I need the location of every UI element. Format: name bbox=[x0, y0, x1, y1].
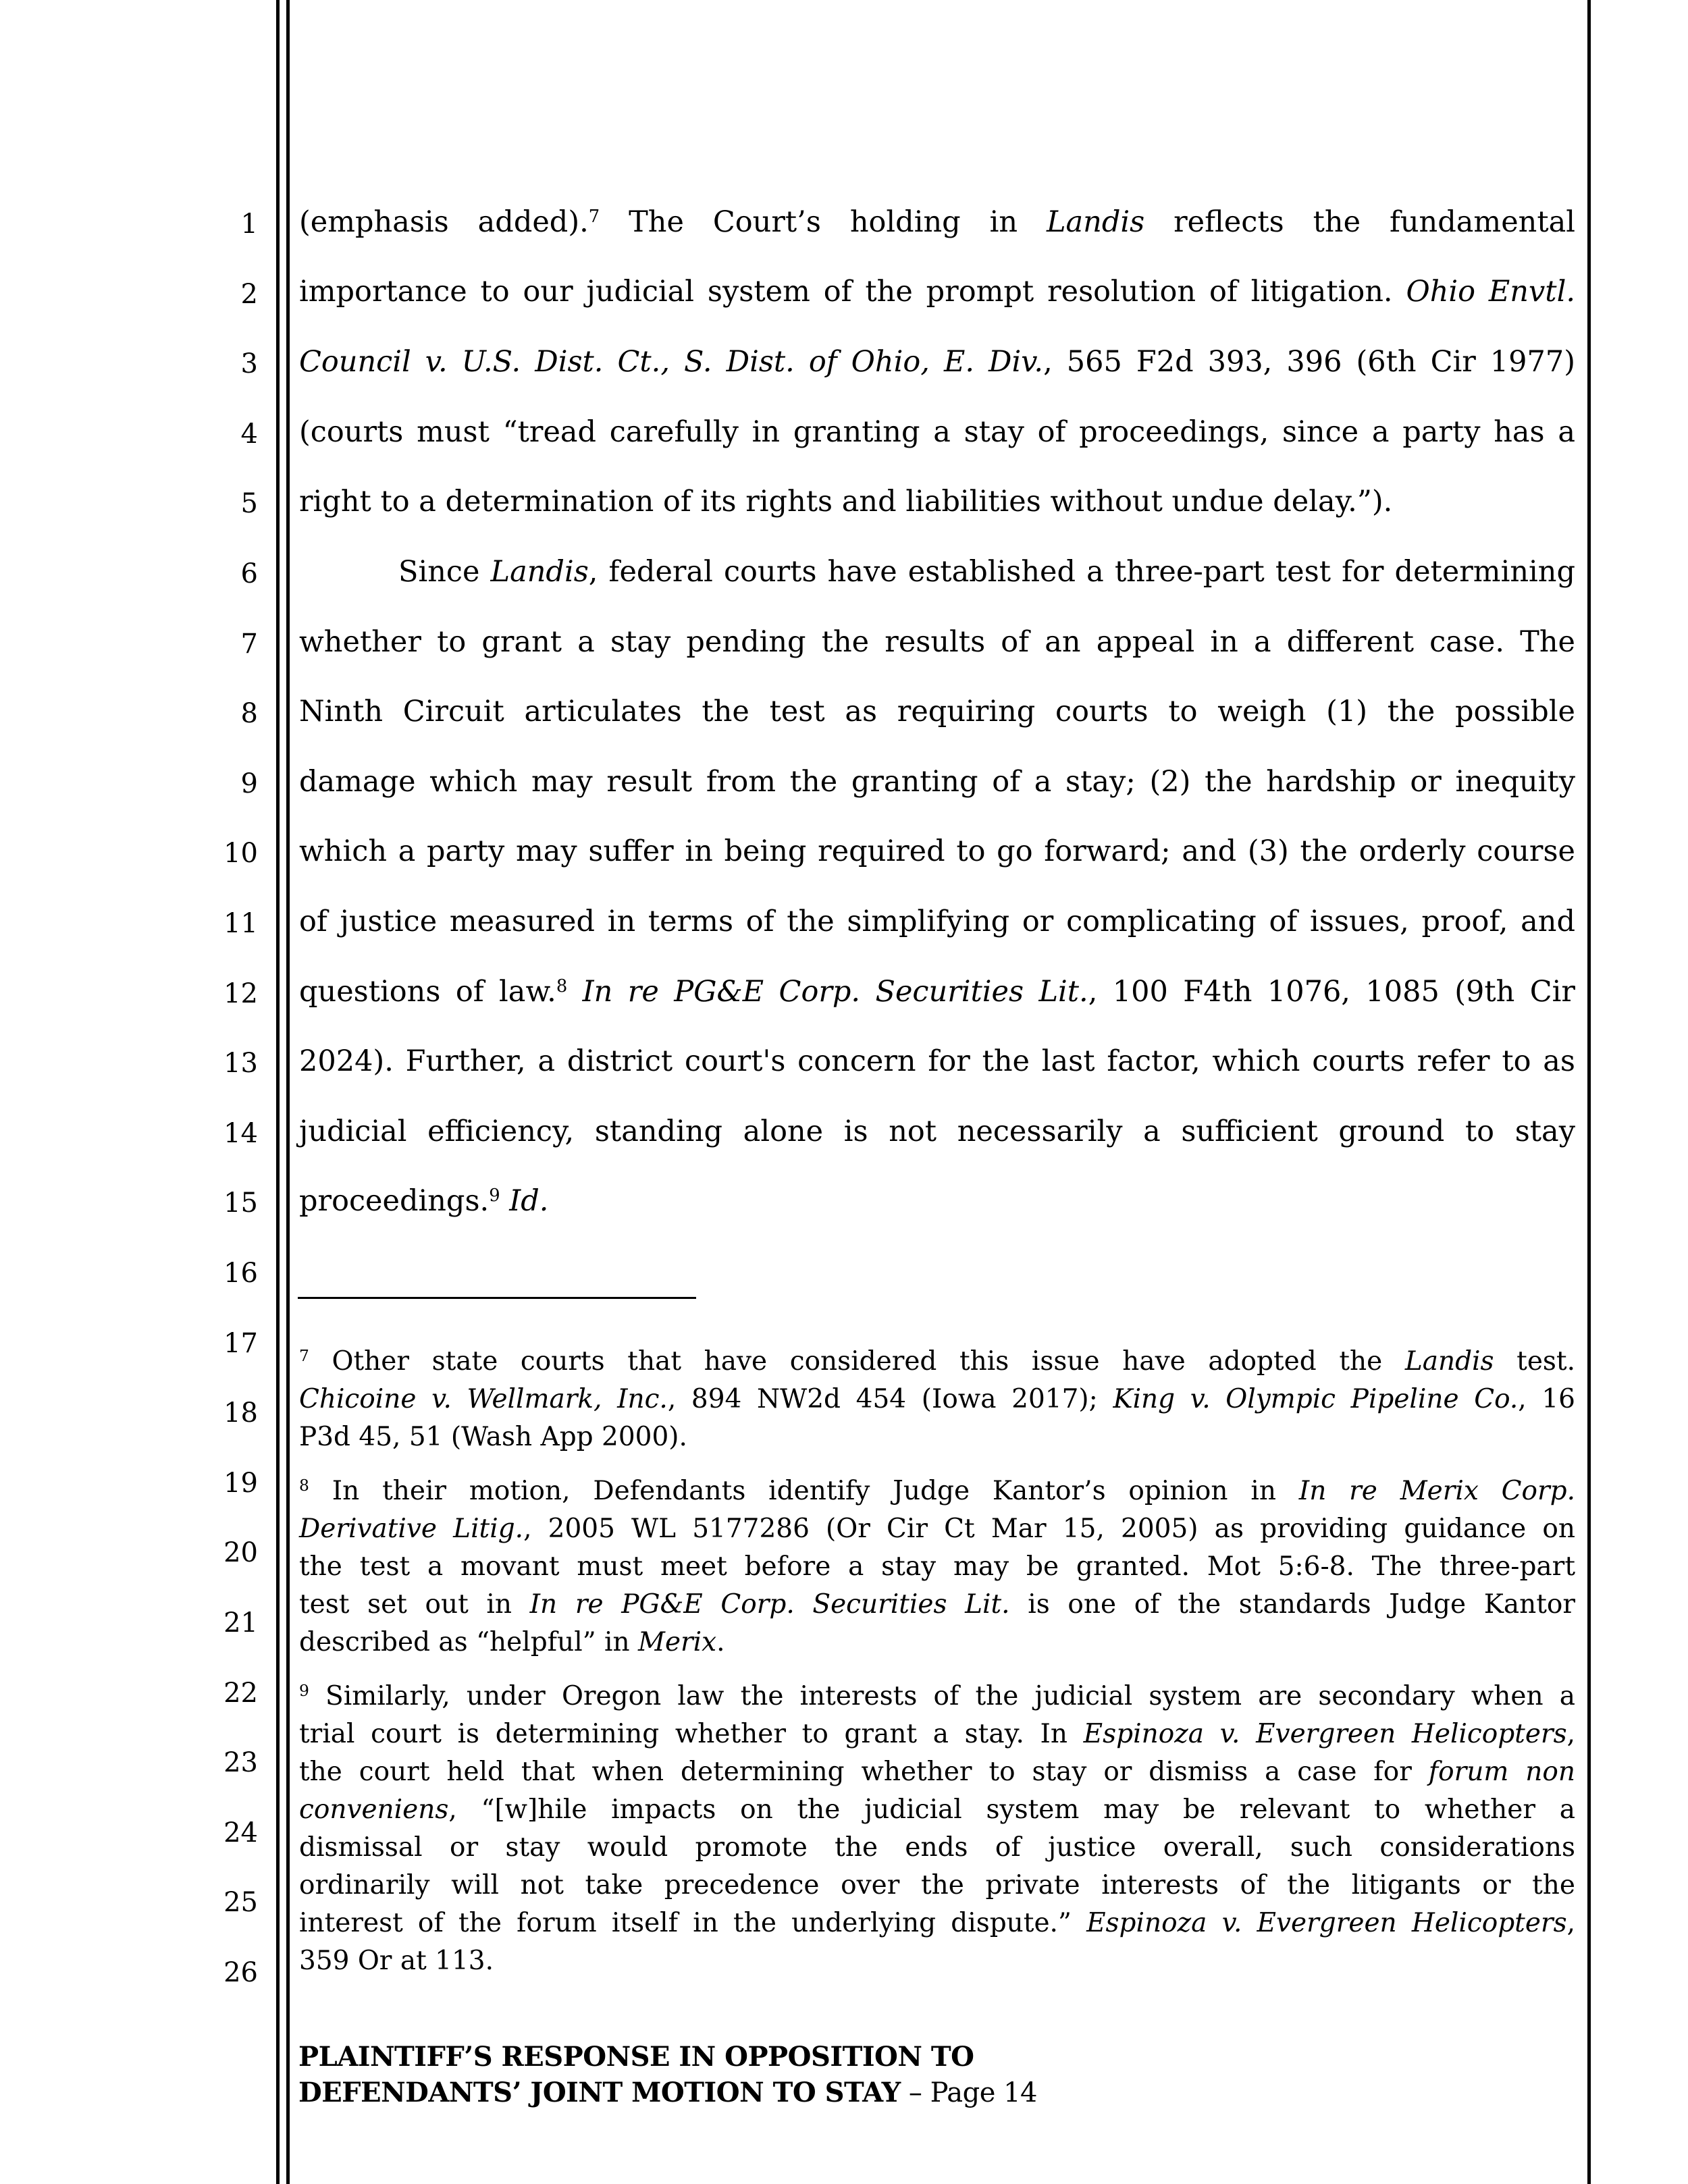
line-number: 12 bbox=[223, 978, 258, 1009]
footnote-separator bbox=[298, 1297, 696, 1299]
line-number: 5 bbox=[240, 488, 258, 519]
line-number: 24 bbox=[223, 1817, 258, 1848]
line-number: 10 bbox=[223, 838, 258, 869]
footnote-line: 359 Or at 113. bbox=[299, 1946, 494, 1976]
footnote-line: the test a movant must meet before a stay may be granted. Mot 5:6-8. The three-part bbox=[299, 1551, 1575, 1582]
line-number: 4 bbox=[240, 419, 258, 450]
body-line: proceedings.$^9$ Id. bbox=[299, 1184, 549, 1218]
line-number: 8 bbox=[240, 698, 258, 729]
left-margin-rule-outer bbox=[276, 0, 280, 2184]
line-number: 23 bbox=[223, 1747, 258, 1778]
footnote-ref-8[interactable]: 8 bbox=[556, 976, 568, 996]
body-line: (courts must “tread carefully in granting a stay of proceedings, since a party has a bbox=[299, 415, 1575, 449]
footnote-ref-9[interactable]: 9 bbox=[489, 1185, 500, 1206]
footnote-line: $^8$ In their motion, Defendants identify Judge Kantor’s opinion in In re Merix Corp. bbox=[299, 1476, 1576, 1506]
footnote-line: conveniens, “[w]hile impacts on the judicial system may be relevant to whether a bbox=[299, 1794, 1575, 1825]
line-number: 18 bbox=[223, 1397, 258, 1429]
footnote-line: trial court is determining whether to grant a stay. In Espinoza v. Evergreen Helicopters, bbox=[299, 1719, 1575, 1749]
footer-title-line-1: PLAINTIFF’S RESPONSE IN OPPOSITION TO bbox=[298, 2041, 974, 2073]
footnote-line: P3d 45, 51 (Wash App 2000). bbox=[299, 1422, 687, 1452]
line-number: 7 bbox=[240, 629, 258, 660]
page-number: – Page 14 bbox=[900, 2077, 1037, 2108]
line-number: 14 bbox=[223, 1118, 258, 1149]
footnote-line: described as “helpful” in Merix. bbox=[299, 1627, 725, 1657]
line-number: 19 bbox=[223, 1468, 258, 1499]
body-line: judicial efficiency, standing alone is not necessarily a sufficient ground to stay bbox=[299, 1115, 1575, 1148]
line-number: 11 bbox=[223, 908, 258, 939]
body-line: (emphasis added).$^7$ The Court’s holding in Landis reflects the fundamental bbox=[299, 205, 1575, 239]
footnote-line: ordinarily will not take precedence over the private interests of the litigants or the bbox=[299, 1870, 1575, 1900]
footnote-line: test set out in In re PG&E Corp. Securities Lit. is one of the standards Judge Kantor bbox=[299, 1589, 1576, 1620]
line-number: 1 bbox=[240, 209, 258, 240]
footnote-line: interest of the forum itself in the underlying dispute.” Espinoza v. Evergreen Helicopters, bbox=[299, 1908, 1575, 1938]
footnote-line: the court held that when determining whether to stay or dismiss a case for forum non bbox=[299, 1757, 1575, 1787]
footnote-ref-7[interactable]: 7 bbox=[588, 206, 600, 227]
line-number: 6 bbox=[240, 558, 258, 589]
body-line: importance to our judicial system of the prompt resolution of litigation. Ohio Envtl. bbox=[299, 275, 1575, 309]
body-line: of justice measured in terms of the simplifying or complicating of issues, proof, and bbox=[299, 905, 1575, 938]
line-number: 17 bbox=[223, 1328, 258, 1359]
footer-title-line-2: DEFENDANTS’ JOINT MOTION TO STAY – Page 14 bbox=[298, 2077, 1037, 2108]
line-number: 22 bbox=[223, 1678, 258, 1709]
body-line: damage which may result from the granting of a stay; (2) the hardship or inequity bbox=[299, 765, 1575, 799]
footnote-line: $^9$ Similarly, under Oregon law the interests of the judicial system are secondary when a bbox=[299, 1681, 1575, 1711]
body-line: Ninth Circuit articulates the test as requiring courts to weigh (1) the possible bbox=[299, 695, 1575, 728]
line-number: 15 bbox=[223, 1188, 258, 1219]
line-number: 3 bbox=[240, 348, 258, 379]
left-margin-rule-inner bbox=[286, 0, 290, 2184]
body-line: right to a determination of its rights and liabilities without undue delay.”). bbox=[299, 485, 1393, 518]
body-line: 2024). Further, a district court's concern for the last factor, which courts refer to as bbox=[299, 1044, 1575, 1078]
line-number: 2 bbox=[240, 279, 258, 310]
line-number: 9 bbox=[240, 768, 258, 799]
footnote-line: Chicoine v. Wellmark, Inc., 894 NW2d 454 (Iowa 2017); King v. Olympic Pipeline Co., 16 bbox=[299, 1384, 1575, 1414]
line-number: 21 bbox=[223, 1607, 258, 1639]
line-number: 20 bbox=[223, 1537, 258, 1568]
footnote-line: $^7$ Other state courts that have considered this issue have adopted the Landis test. bbox=[299, 1346, 1575, 1377]
body-line: questions of law.$^8$ In re PG&E Corp. Securities Lit., 100 F4th 1076, 1085 (9th Cir bbox=[299, 975, 1575, 1009]
footnote-line: dismissal or stay would promote the ends of justice overall, such considerations bbox=[299, 1832, 1575, 1863]
right-margin-rule bbox=[1587, 0, 1591, 2184]
footnote-line: Derivative Litig., 2005 WL 5177286 (Or Cir Ct Mar 15, 2005) as providing guidance on bbox=[299, 1514, 1575, 1544]
line-number: 25 bbox=[223, 1887, 258, 1918]
line-number: 13 bbox=[223, 1048, 258, 1079]
line-number: 16 bbox=[223, 1258, 258, 1289]
line-number: 26 bbox=[223, 1957, 258, 1988]
body-line: which a party may suffer in being required to go forward; and (3) the orderly course bbox=[299, 834, 1575, 868]
body-line: whether to grant a stay pending the results of an appeal in a different case. The bbox=[299, 625, 1575, 659]
body-line: Council v. U.S. Dist. Ct., S. Dist. of Ohio, E. Div., 565 F2d 393, 396 (6th Cir 1977) bbox=[299, 345, 1575, 379]
body-line: Since Landis, federal courts have established a three-part test for determining bbox=[398, 555, 1575, 589]
